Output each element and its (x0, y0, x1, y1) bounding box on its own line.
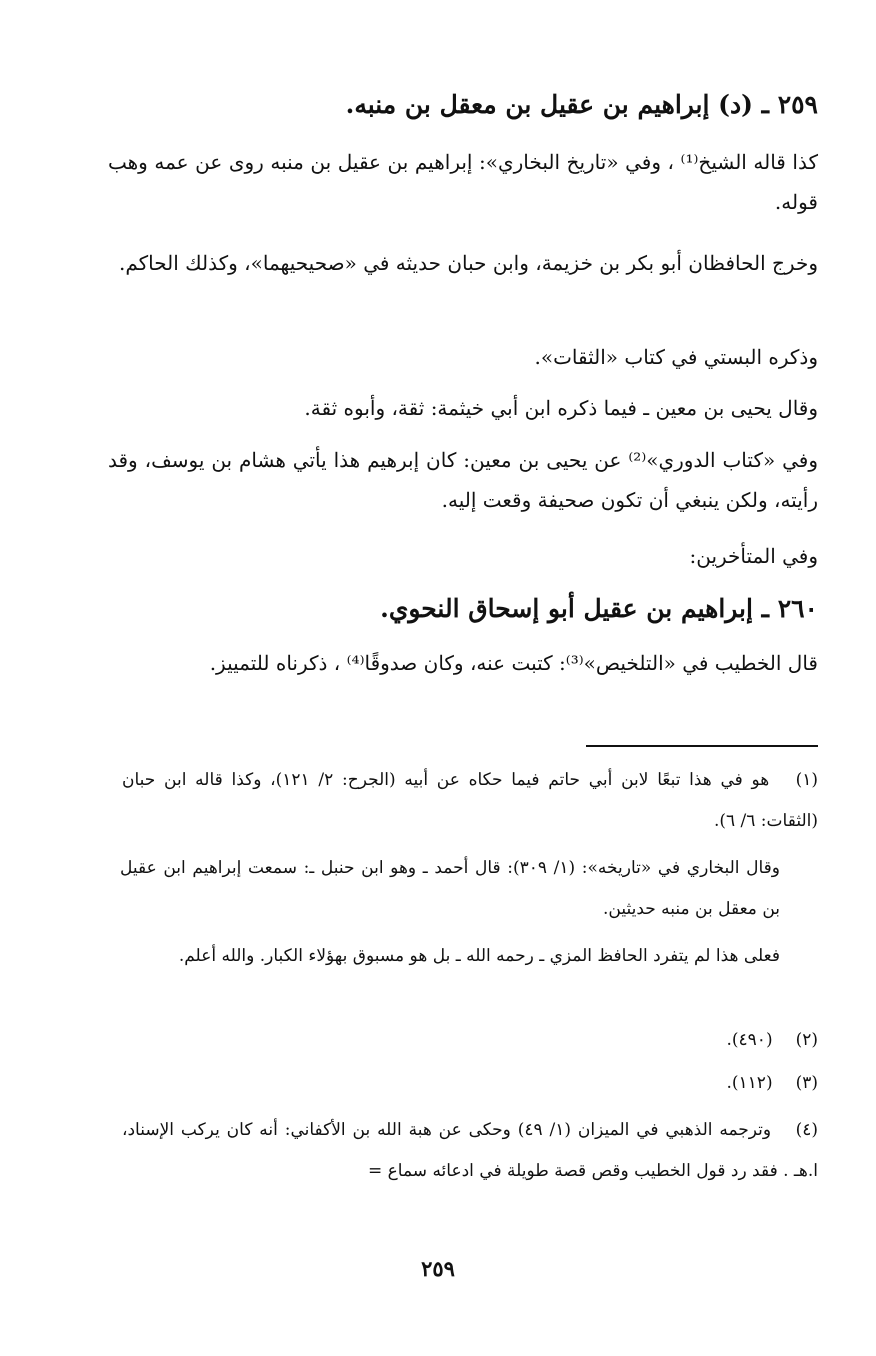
footnote-3-text: (١١٢). (726, 1073, 773, 1093)
footnote-1-text-c: فعلى هذا لم يتفرد الحافظ المزي ـ رحمه الله ـ بل هو مسبوق بهؤلاء الكبار. والله أعلم. (178, 946, 780, 966)
footnote-separator (586, 745, 818, 747)
footnote-1-text-b: وقال البخاري في «تاريخه»: (١/ ٣٠٩): قال أحمد ـ وهو ابن حنبل ـ: سمعت إبراهيم ابن عقيل بن معقل بن منبه حديثين. (120, 858, 780, 919)
page-number: ٢٥٩ (421, 1256, 455, 1281)
footnote-1-number: (١) (795, 770, 819, 790)
footnote-3 (122, 1063, 818, 1104)
entry-260-heading: ٢٦٠ ـ إبراهيم بن عقيل أبو إسحاق النحوي. (380, 594, 818, 623)
entry-259-paragraph-5: وفي «كتاب الدوري»⁽²⁾ عن يحيى بن معين: كان إبرهيم هذا يأتي هشام بن يوسف، وقد رأيته، ولكن ينبغي أن تكون صحيفة وقعت إليه. (108, 448, 818, 512)
entry-259-paragraph-6: وفي المتأخرين: (689, 544, 818, 568)
entry-259-paragraph-1: كذا قاله الشيخ⁽¹⁾ ، وفي «تاريخ البخاري»: إبراهيم بن عقيل بن منبه روى عن عمه وهب قوله. (108, 150, 818, 214)
footnote-3-number: (٣) (795, 1073, 818, 1093)
footnote-4-text: وترجمه الذهبي في الميزان (١/ ٤٩) وحكى عن هبة الله بن الأكفاني: أنه كان يركب الإسناد، ا.هـ . فقد رد قول الخطيب وقص قصة طويلة في ادعائه سماع = (122, 1120, 818, 1181)
footnote-2-number: (٢) (795, 1030, 818, 1050)
entry-259-paragraph-2: وخرج الحافظان أبو بكر بن خزيمة، وابن حبان حديثه في «صحيحيهما»، وكذلك الحاكم. (118, 251, 818, 275)
footnote-2 (122, 1020, 818, 1061)
entry-260-paragraph-1: قال الخطيب في «التلخيص»⁽³⁾: كتبت عنه، وكان صدوقًا⁽⁴⁾ ، ذكرناه للتمييز. (209, 651, 818, 675)
footnote-4 (122, 1110, 818, 1192)
footnote-4-number: (٤) (795, 1120, 818, 1140)
footnote-2-text: (٤٩٠). (726, 1030, 773, 1050)
entry-259-heading: ٢٥٩ ـ (د) إبراهيم بن عقيل بن معقل بن منبه. (345, 90, 818, 119)
entry-259-paragraph-3: وذكره البستي في كتاب «الثقات». (534, 345, 818, 369)
footnote-1-text-a: هو في هذا تبعًا لابن أبي حاتم فيما حكاه عن أبيه (الجرح: ٢/ ١٢١)، وكذا قاله ابن حبان (الثقات: ٦/ ٦). (122, 770, 818, 831)
entry-259-paragraph-4: وقال يحيى بن معين ـ فيما ذكره ابن أبي خيثمة: ثقة، وأبوه ثقة. (304, 396, 818, 420)
footnote-1 (122, 760, 818, 842)
